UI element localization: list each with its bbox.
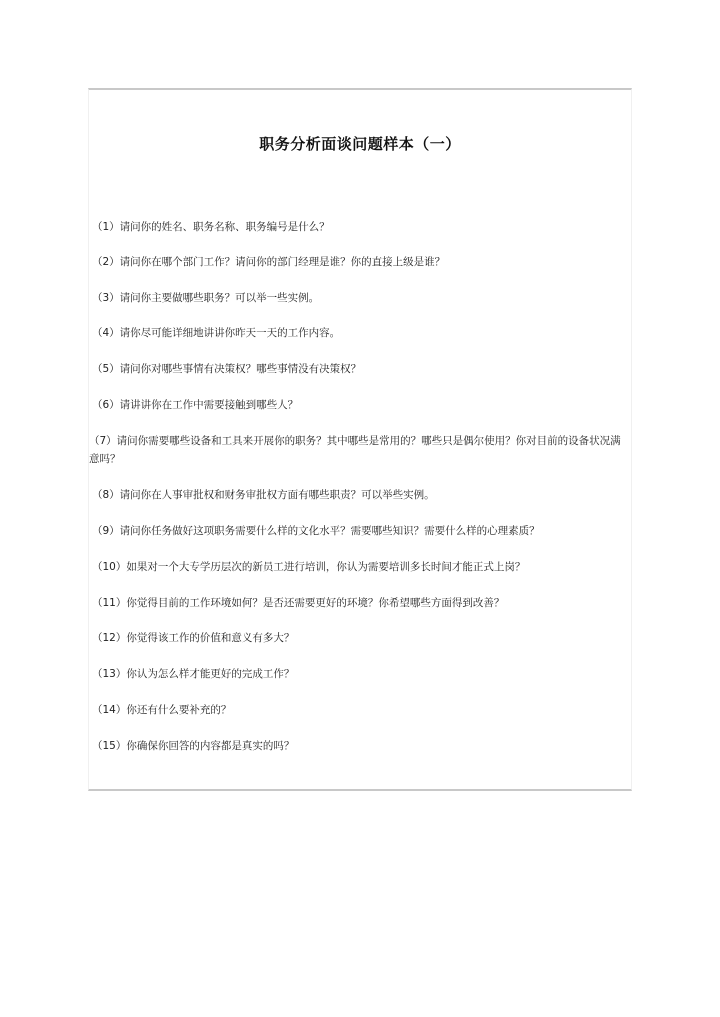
question-item: （2）请问你在哪个部门工作？请问你的部门经理是谁？你的直接上级是谁？ — [92, 256, 446, 268]
question-item: （14）你还有什么要补充的？ — [92, 704, 232, 716]
question-item: （4）请你尽可能详细地讲讲你昨天一天的工作内容。 — [92, 327, 341, 339]
question-item: （8）请问你在人事审批权和财务审批权方面有哪些职责？可以举些实例。 — [92, 489, 435, 501]
question-item: （15）你确保你回答的内容都是真实的吗？ — [92, 740, 295, 752]
question-item: （10）如果对一个大专学历层次的新员工进行培训，你认为需要培训多长时间才能正式上岗？ — [92, 561, 526, 573]
question-item: （7）请问你需要哪些设备和工具来开展你的职务？其中哪些是常用的？哪些只是偶尔使用？你对目前的设备状况满意吗？ — [89, 435, 621, 465]
document-title: 职务分析面谈问题样本（一） — [259, 135, 461, 153]
question-item: （9）请问你任务做好这项职务需要什么样的文化水平？需要哪些知识？需要什么样的心理素质？ — [92, 525, 540, 537]
question-item: （5）请问你对哪些事情有决策权？哪些事情没有决策权？ — [92, 363, 362, 375]
document-page — [88, 88, 632, 791]
question-item: （1）请问你的姓名、职务名称、职务编号是什么？ — [92, 221, 330, 233]
question-item: （6）请讲讲你在工作中需要接触到哪些人？ — [92, 399, 299, 411]
question-item: （3）请问你主要做哪些职务？可以举一些实例。 — [92, 292, 320, 304]
question-item: （11）你觉得目前的工作环境如何？是否还需要更好的环境？你希望哪些方面得到改善？ — [92, 597, 505, 609]
question-item: （13）你认为怎么样才能更好的完成工作？ — [92, 668, 295, 680]
question-item: （12）你觉得该工作的价值和意义有多大？ — [92, 632, 295, 644]
